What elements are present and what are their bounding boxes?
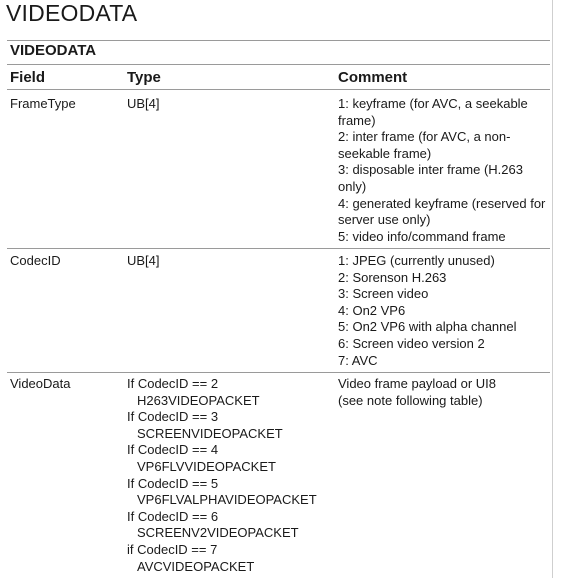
type-cell <box>127 376 317 575</box>
comment-line: 1: JPEG (currently unused) <box>338 253 495 268</box>
type-line: H263VIDEOPACKET <box>137 392 260 408</box>
type-line: AVCVIDEOPACKET <box>137 558 255 574</box>
comment-line: frame) <box>338 112 376 128</box>
comment-line: only) <box>338 178 367 194</box>
column-header-field: Field <box>10 69 46 86</box>
comment-cell <box>338 376 496 409</box>
comment-line: 7: AVC <box>338 352 378 368</box>
type-line: If CodecID == 2 <box>127 376 219 391</box>
comment-line: 3: Screen video <box>338 286 429 302</box>
type-line: If CodecID == 6 <box>127 508 219 524</box>
comment-line: 2: inter frame (for AVC, a non- <box>338 129 511 145</box>
field-cell: FrameType <box>10 96 76 111</box>
row-divider <box>7 248 550 249</box>
field-cell: VideoData <box>10 376 71 391</box>
comment-line: 5: On2 VP6 with alpha channel <box>338 319 517 335</box>
comment-line: seekable frame) <box>338 145 432 161</box>
field-cell: CodecID <box>10 253 61 268</box>
comment-line: 4: generated keyframe (reserved for <box>338 195 546 211</box>
comment-cell <box>338 253 517 369</box>
comment-line: server use only) <box>338 212 431 228</box>
caption-divider <box>7 64 550 65</box>
type-line: If CodecID == 5 <box>127 475 219 491</box>
column-header-comment: Comment <box>338 69 408 86</box>
page-right-edge <box>552 0 553 578</box>
comment-line: Video frame payload or UI8 <box>338 376 497 391</box>
column-header-type: Type <box>127 69 161 86</box>
type-line: VP6FLVALPHAVIDEOPACKET <box>137 492 317 508</box>
type-line: UB[4] <box>127 96 160 111</box>
comment-line: 1: keyframe (for AVC, a seekable <box>338 96 528 111</box>
comment-line: 3: disposable inter frame (H.263 <box>338 162 523 178</box>
type-line: If CodecID == 3 <box>127 409 219 425</box>
header-divider <box>7 89 550 90</box>
type-line: UB[4] <box>127 253 160 268</box>
type-line: SCREENVIDEOPACKET <box>137 425 283 441</box>
type-line: If CodecID == 4 <box>127 442 219 458</box>
comment-line: 5: video info/command frame <box>338 228 506 244</box>
type-line: if CodecID == 7 <box>127 541 218 557</box>
type-line: VP6FLVVIDEOPACKET <box>137 458 276 474</box>
comment-cell <box>338 96 545 245</box>
comment-line: 6: Screen video version 2 <box>338 335 485 351</box>
comment-line: (see note following table) <box>338 392 483 408</box>
type-cell <box>127 253 160 270</box>
page-title: VIDEODATA <box>6 0 138 26</box>
type-line: SCREENV2VIDEOPACKET <box>137 525 299 541</box>
row-divider <box>7 372 550 373</box>
comment-line: 4: On2 VP6 <box>338 302 406 318</box>
title-divider <box>7 40 550 41</box>
type-cell <box>127 96 160 113</box>
comment-line: 2: Sorenson H.263 <box>338 269 447 285</box>
table-caption: VIDEODATA <box>10 42 97 59</box>
